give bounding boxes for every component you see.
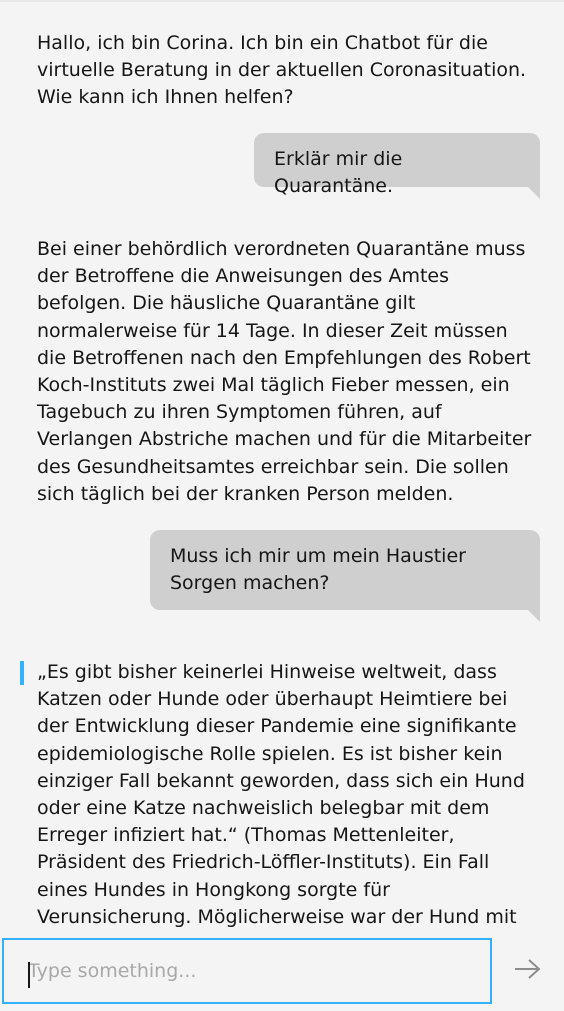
text-caret [28, 962, 30, 988]
arrow-right-icon [514, 958, 542, 984]
bot-message: „Es gibt bisher keinerlei Hinweise weltweit, dass Katzen oder Hunde oder überhaupt Heimtiere bei der Entwicklung dieser Pandemie eine signifikante epidemiologische Rolle spielen. Es ist bisher kein einziger Fall bekannt geworden, dass sich ein Hund oder eine Katze nachweislich belegbar mit dem Erreger infiziert hat.“ (Thomas Mettenleiter, Präsident des Friedrich-Löffler-Instituts). Ein Fall eines Hundes in Hongkong sorgte für Verunsicherung. Möglicherweise war der Hund mit [37, 661, 525, 928]
user-message-text: Muss ich mir um mein Haustier Sorgen machen? [170, 545, 466, 595]
composer [0, 936, 564, 1011]
message-list[interactable] [0, 2, 564, 936]
message-input-wrapper[interactable] [2, 938, 492, 1004]
message-input[interactable] [4, 940, 490, 1002]
bot-message: Hallo, ich bin Corina. Ich bin ein Chatbot für die virtuelle Beratung in der aktuellen Coronasituation. Wie kann ich Ihnen helfen? [37, 32, 527, 109]
user-message-text: Erklär mir die Quarantäne. [274, 148, 403, 198]
user-message [254, 133, 540, 198]
user-message [150, 530, 540, 610]
focus-indicator [20, 661, 24, 685]
send-button[interactable] [494, 938, 562, 1004]
bot-message: Bei einer behördlich verordneten Quarantäne muss der Betroffene die Anweisungen des Amtes befolgen. Die häusliche Quarantäne gilt normalerweise für 14 Tage. In dieser Zeit müssen die Betroffenen nach den Empfehlungen des Robert Koch-Instituts zwei Mal täglich Fieber messen, ein Tagebuch zu ihren Symptomen führen, auf Verlangen Abstriche machen und für die Mitarbeiter des Gesundheitsamtes erreichbar sein. Die sollen sich täglich bei der kranken Person melden. [37, 238, 532, 505]
